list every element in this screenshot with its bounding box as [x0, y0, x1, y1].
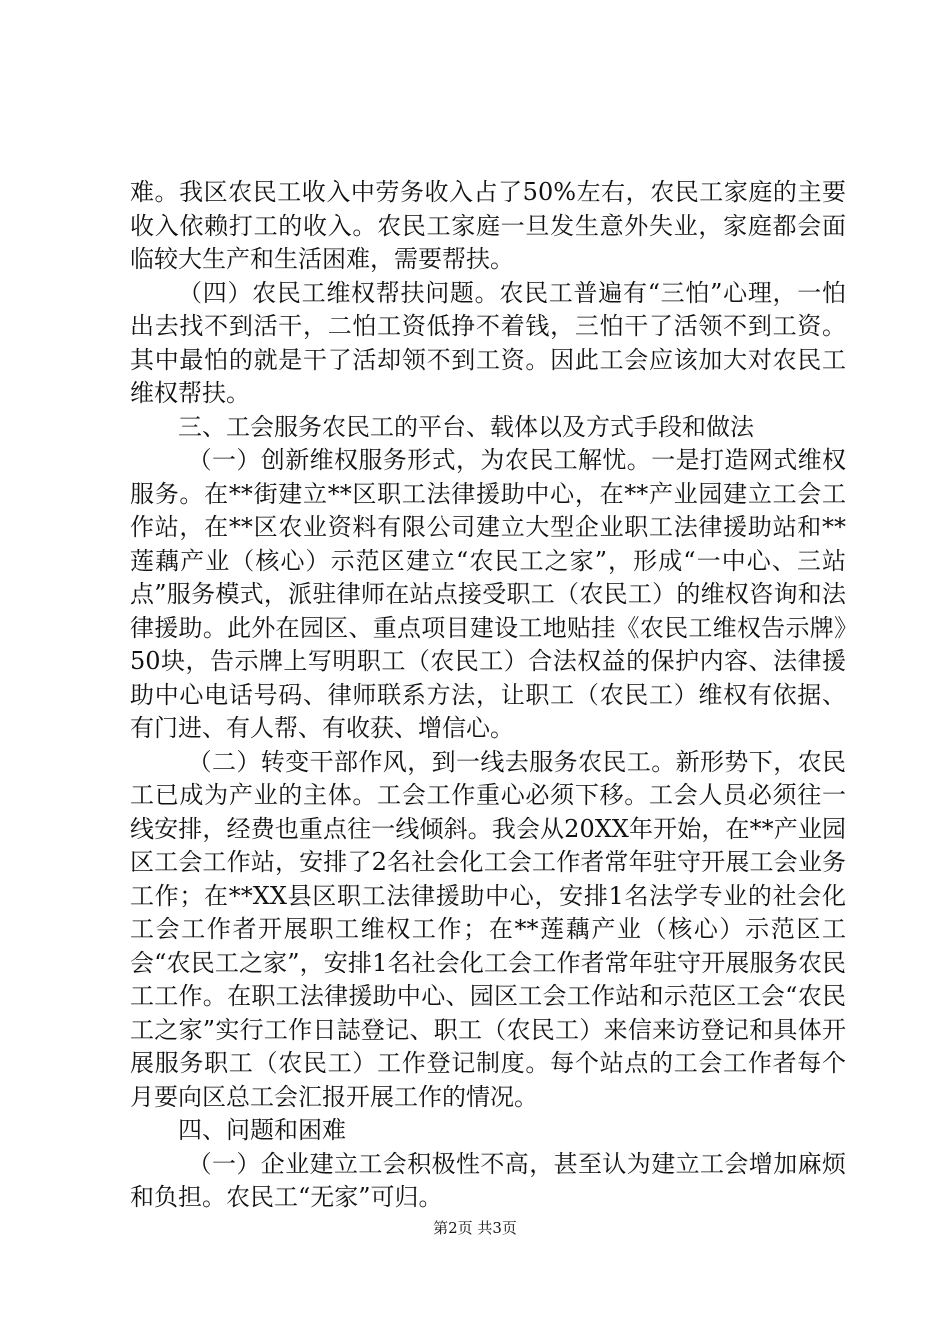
section-heading-problems: 四、问题和困难 — [178, 1116, 346, 1144]
paragraph-income: 难。我区农民工收入中劳务收入占了50%左右，农民工家庭的主要收入依赖打工的收入。农民工家庭一旦发生意外失业，家庭都会面临较大生产和生活困难，需要帮扶。 — [130, 178, 846, 273]
paragraph-enterprise-union: （一）企业建立工会积极性不高，甚至认为建立工会增加麻烦和负担。农民工“无家”可归。 — [130, 1149, 846, 1211]
document-body — [130, 176, 846, 1215]
section-heading-platforms: 三、工会服务农民工的平台、载体以及方式手段和做法 — [178, 412, 754, 441]
paragraph-rights-help: （四）农民工维权帮扶问题。农民工普遍有“三怕”心理，一怕出去找不到活干，二怕工资低挣不着钱，三怕干了活领不到工资。其中最怕的就是干了活却领不到工资。因此工会应该加大对农民工维权帮扶。 — [130, 278, 846, 407]
paragraph-innovation-service: （一）创新维权服务形式，为农民工解忧。一是打造网式维权服务。在**街建立**区职工法律援助中心，在**产业园建立工会工作站，在**区农业资料有限公司建立大型企业职工法律援助站和**莲藕产业（核心）示范区建立“农民工之家”，形成“一中心、三站点”服务模式，派驻律师在站点接受职工（农民工）的维权咨询和法律援助。此外在园区、重点项目建设工地贴挂《农民工维权告示牌》50块，告示牌上写明职工（农民工）合法权益的保护内容、法律援助中心电话号码、律师联系方法，让职工（农民工）维权有依据、有门进、有人帮、有收获、增信心。 — [130, 446, 846, 742]
page-footer: 第2页 共3页 — [433, 1219, 517, 1237]
paragraph-cadre-work: （二）转变干部作风，到一线去服务农民工。新形势下，农民工已成为产业的主体。工会工作重心必须下移。工会人员必须往一线安排，经费也重点往一线倾斜。我会从20XX年开始，在**产业园区工会工作站，安排了2名社会化工会工作者常年驻守开展工会业务工作；在**XX县区职工法律援助中心，安排1名法学专业的社会化工会工作者开展职工维权工作；在**莲藕产业（核心）示范区工会“农民工之家”，安排1名社会化工会工作者常年驻守开展服务农民工工作。在职工法律援助中心、园区工会工作站和示范区工会“农民工之家”实行工作日誌登记、职工（农民工）来信来访登记和具体开展服务职工（农民工）工作登记制度。每个站点的工会工作者每个月要向区总工会汇报开展工作的情况。 — [130, 747, 846, 1111]
